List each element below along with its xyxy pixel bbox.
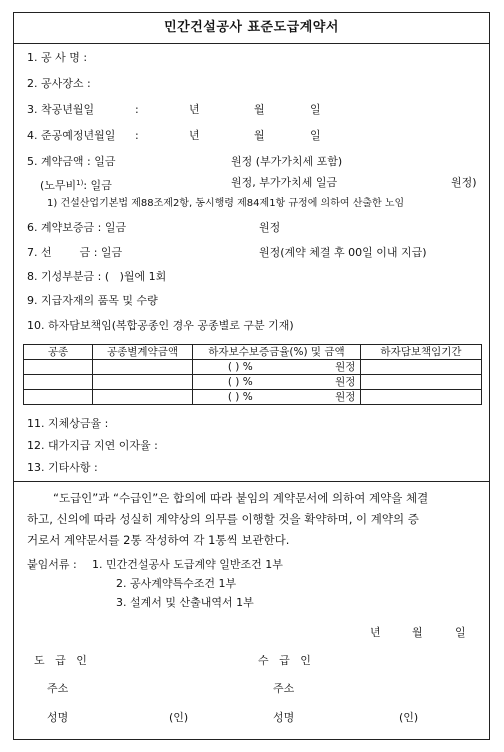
document-title: 민간건설공사 표준도급계약서 <box>14 13 489 44</box>
agreement-line-3: 거로서 계약문서를 2통 작성하여 각 1통씩 보관한다. <box>27 533 290 547</box>
bond-rate-cell[interactable] <box>193 375 361 390</box>
liability-period-cell[interactable] <box>361 390 482 405</box>
trade-amount-cell[interactable] <box>93 375 193 390</box>
table-row <box>24 360 482 375</box>
defect-liability-table <box>23 344 482 405</box>
item-late-interest: 12. 대가지급 지연 이자율 : <box>27 439 158 452</box>
bond-rate: ( ) % <box>227 391 253 403</box>
contractor-seal: (인) <box>169 711 189 724</box>
trade-cell[interactable] <box>24 360 93 375</box>
contract-document <box>13 12 490 740</box>
section-divider <box>14 481 489 482</box>
header-trade-amount: 공종별계약금액 <box>93 345 193 360</box>
subcontractor-seal: (인) <box>399 711 419 724</box>
subcontractor-name-label: 성명 <box>273 711 295 724</box>
table-header-row <box>24 345 482 360</box>
sign-date-day: 일 <box>455 626 466 639</box>
attachment-2: 2. 공사계약특수조건 1부 <box>116 577 237 590</box>
liability-period-cell[interactable] <box>361 375 482 390</box>
end-date-colon: : <box>135 129 139 142</box>
item-end-date-label: 4. 준공예정년월일 <box>27 129 116 142</box>
item-other-matters: 13. 기타사항 : <box>27 461 98 474</box>
bond-rate-cell[interactable] <box>193 360 361 375</box>
subcontractor-address-label: 주소 <box>273 682 295 695</box>
bond-amount: 원정 <box>335 361 356 373</box>
labor-cost-label <box>40 176 112 193</box>
item-progress-payment: 8. 기성부분금 : ( )월에 1회 <box>27 270 167 283</box>
bond-rate: ( ) % <box>227 376 253 388</box>
guarantee-tail: 원정 <box>259 221 281 234</box>
liability-period-cell[interactable] <box>361 360 482 375</box>
agreement-line-2: 하고, 신의에 따라 성실히 계약상의 의무를 이행할 것을 확약하며, 이 계약의 증 <box>27 512 419 526</box>
start-date-colon: : <box>135 103 139 116</box>
advance-tail: 원정(계약 체결 후 00일 이내 지급) <box>259 246 427 259</box>
end-date-month: 월 <box>254 129 265 142</box>
sign-date-year: 년 <box>370 626 381 639</box>
start-date-month: 월 <box>254 103 265 116</box>
item-supplied-materials: 9. 지급자재의 품목 및 수량 <box>27 294 158 307</box>
end-date-day: 일 <box>310 129 321 142</box>
trade-cell[interactable] <box>24 375 93 390</box>
labor-footnote-mark: 1) <box>76 179 84 187</box>
attachments-label: 붙임서류 : <box>27 558 77 571</box>
trade-amount-cell[interactable] <box>93 360 193 375</box>
header-liability-period: 하자담보책임기간 <box>361 345 482 360</box>
subcontractor-label: 수 급 인 <box>258 654 311 667</box>
labor-footnote: 1) 건설산업기본법 제88조제2항, 동시행령 제84제1항 규정에 의하여 산출한 노임 <box>47 198 405 209</box>
bond-rate-cell[interactable] <box>193 390 361 405</box>
item-late-penalty: 11. 지체상금율 : <box>27 417 109 430</box>
item-project-site: 2. 공사장소 : <box>27 77 91 90</box>
item-guarantee-label: 6. 계약보증금 : 일금 <box>27 221 127 234</box>
header-trade: 공종 <box>24 345 93 360</box>
contract-amount-tail: 원정 (부가가치세 포함) <box>231 155 343 168</box>
labor-vat: 원정, 부가가치세 일금 <box>231 176 338 189</box>
item-defect-liability: 10. 하자담보책임(복합공종인 경우 공종별로 구분 기재) <box>27 319 294 332</box>
contractor-label: 도 급 인 <box>34 654 87 667</box>
start-date-year: 년 <box>189 103 200 116</box>
attachment-1: 1. 민간건설공사 도급계약 일반조건 1부 <box>92 558 283 571</box>
contractor-address-label: 주소 <box>47 682 69 695</box>
item-project-name: 1. 공 사 명 : <box>27 51 88 64</box>
labor-close: 원정) <box>451 176 477 189</box>
header-bond-rate: 하자보수보증금율(%) 및 금액 <box>193 345 361 360</box>
bond-amount: 원정 <box>335 391 356 403</box>
end-date-year: 년 <box>189 129 200 142</box>
trade-cell[interactable] <box>24 390 93 405</box>
item-start-date-label: 3. 착공년월일 <box>27 103 95 116</box>
contractor-name-label: 성명 <box>47 711 69 724</box>
labor-cost-open: (노무비 <box>40 179 77 192</box>
item-contract-amount-label: 5. 계약금액 : 일금 <box>27 155 116 168</box>
bond-amount: 원정 <box>335 376 356 388</box>
sign-date-month: 월 <box>412 626 423 639</box>
table-row <box>24 375 482 390</box>
attachment-3: 3. 설계서 및 산출내역서 1부 <box>116 596 254 609</box>
bond-rate: ( ) % <box>227 361 253 373</box>
start-date-day: 일 <box>310 103 321 116</box>
item-advance-label: 7. 선 금 : 일금 <box>27 246 123 259</box>
table-row <box>24 390 482 405</box>
agreement-line-1: “도급인”과 “수급인”은 합의에 따라 붙임의 계약문서에 의하여 계약을 체결 <box>53 491 429 505</box>
labor-cost-mid: : 일금 <box>83 179 112 192</box>
trade-amount-cell[interactable] <box>93 390 193 405</box>
